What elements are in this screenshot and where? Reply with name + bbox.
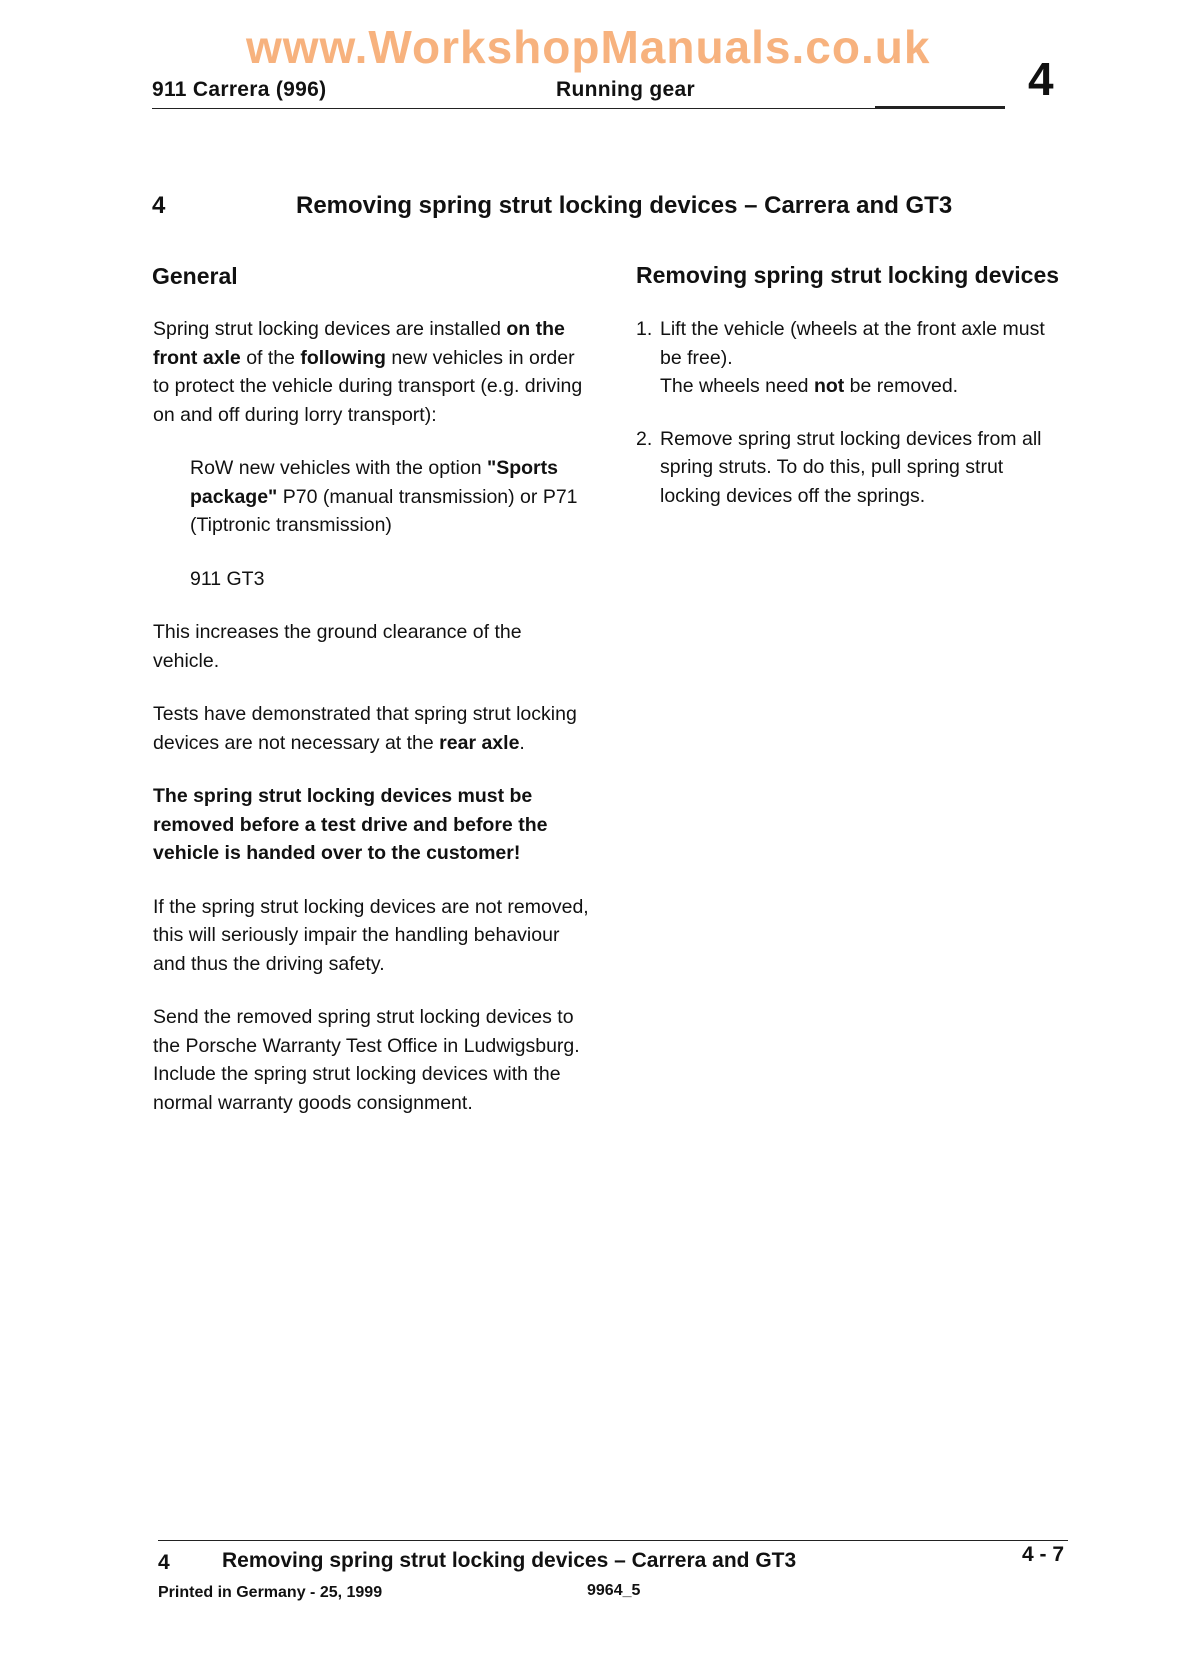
paragraph-include: Include the spring strut locking devices with the normal warranty goods consignment. [153, 1063, 561, 1114]
text: RoW new vehicles with the option [190, 457, 487, 479]
footer-printed: Printed in Germany - 25, 1999 [158, 1584, 383, 1601]
emphasis: rear axle [439, 731, 520, 754]
step-number: 1. [636, 318, 653, 340]
emphasis: following [300, 346, 386, 369]
general-heading: General [152, 263, 238, 289]
step-1 [636, 315, 1056, 401]
header-model: 911 Carrera (996) [152, 78, 327, 101]
step-number: 2. [636, 427, 653, 450]
step-note [660, 372, 1056, 401]
paragraph-installation [153, 315, 593, 429]
emphasis: "Sports package" [190, 457, 558, 508]
header-rule [152, 108, 1005, 109]
text: P70 (manual transmission) or P71 (Tiptronic transmission) [190, 485, 578, 536]
page-number: 4 - 7 [1022, 1543, 1065, 1566]
footer-number: 4 [158, 1551, 170, 1574]
paragraph-row-vehicles [153, 454, 593, 540]
paragraph-send: Send the removed spring strut locking devices to the Porsche Warranty Test Office in Ludwigsburg. [153, 1006, 580, 1057]
footer-code: 9964_5 [587, 1582, 641, 1599]
header-section: Running gear [556, 78, 695, 101]
text: be removed. [844, 375, 959, 397]
header-chapter-number: 4 [1028, 53, 1054, 105]
step-2 [636, 425, 1056, 511]
step-text: Lift the vehicle (wheels at the front axle must be free). [660, 318, 1045, 369]
text: of the [240, 346, 301, 369]
page-title: Removing spring strut locking devices – Carrera and GT3 [296, 192, 953, 219]
text: . [519, 731, 525, 754]
paragraph-gt3: 911 GT3 [190, 567, 265, 590]
left-column [153, 315, 593, 1142]
paragraph-tests [153, 700, 593, 757]
emphasis: on the front axle [153, 318, 565, 369]
right-column [636, 315, 1056, 534]
text: The wheels need [660, 375, 814, 397]
paragraph-warning: The spring strut locking devices must be removed before a test drive and before the vehicle is handed over to the customer! [153, 785, 548, 864]
footer-title: Removing spring strut locking devices – Carrera and GT3 [222, 1549, 797, 1572]
text: new vehicles in order to protect the vehicle during transport (e.g. driving on and off during lorry transport): [153, 346, 583, 426]
removal-heading: Removing spring strut locking devices [636, 262, 1060, 288]
paragraph-ground-clearance: This increases the ground clearance of the vehicle. [153, 621, 522, 672]
step-body [660, 315, 1056, 401]
step-text: Remove spring strut locking devices from all spring struts. To do this, pull spring strut locking devices off the springs. [660, 427, 1042, 507]
title-number: 4 [152, 192, 166, 219]
text: Spring strut locking devices are installed [153, 318, 507, 340]
header-rule-accent [875, 106, 1005, 108]
footer-rule [158, 1540, 1068, 1541]
paragraph-safety: If the spring strut locking devices are not removed, this will seriously impair the handling behaviour and thus the driving safety. [153, 895, 589, 975]
emphasis: not [813, 375, 845, 397]
watermark: www.WorkshopManuals.co.uk [246, 21, 931, 73]
text: Tests have demonstrated that spring strut locking devices are not necessary at the [153, 703, 577, 754]
